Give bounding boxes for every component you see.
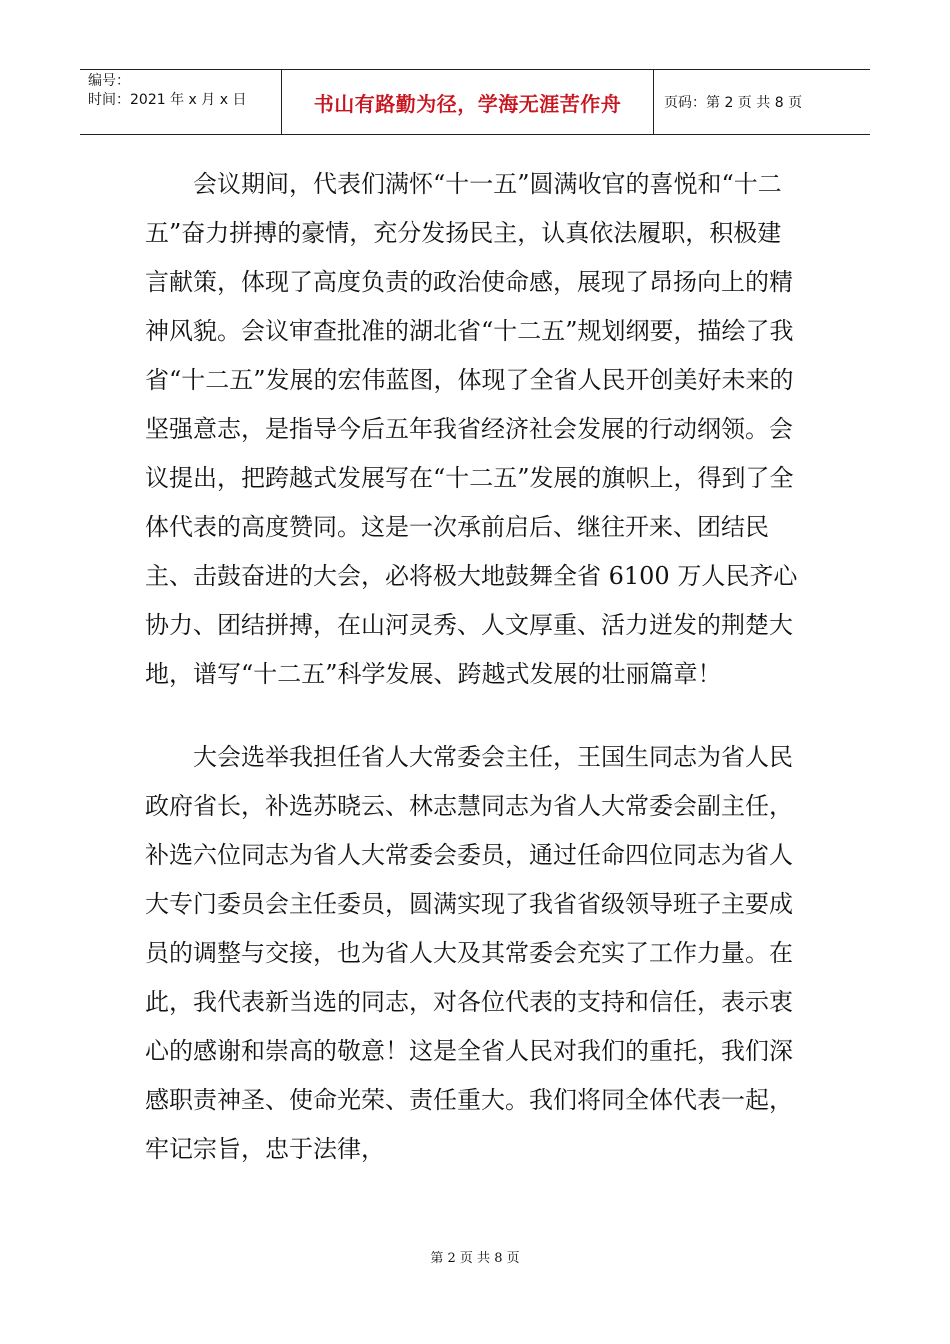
body-paragraph: 大会选举我担任省人大常委会主任，王国生同志为省人民政府省长，补选苏晓云、林志慧同志为省人大常委会副主任，补选六位同志为省人大常委会委员，通过任命四位同志为省人大专门委员会主任委员，圆满实现了我省省级领导班子主要成员的调整与交接，也为省人大及其常委会充实了工作力量。在此，我代表新当选的同志，对各位代表的支持和信任，表示衷心的感谢和崇高的敬意！这是全省人民对我们的重托，我们深感职责神圣、使命光荣、责任重大。我们将同全体代表一起，牢记宗旨，忠于法律，	[145, 743, 793, 1163]
document-body	[145, 160, 805, 1174]
header-motto: 书山有路勤为径，学海无涯苦作舟	[282, 70, 654, 134]
document-date-label: 时间：2021 年 x 月 x 日	[88, 92, 247, 108]
page-header	[80, 69, 870, 135]
document-number-label: 编号：	[88, 73, 130, 89]
page-footer: 第 2 页 共 8 页	[430, 1251, 520, 1266]
header-meta	[80, 70, 282, 134]
body-paragraph: 会议期间，代表们满怀“十一五”圆满收官的喜悦和“十二五”奋力拼搏的豪情，充分发扬民主，认真依法履职，积极建言献策，体现了高度负责的政治使命感，展现了昂扬向上的精神风貌。会议审查批准的湖北省“十二五”规划纲要，描绘了我省“十二五”发展的宏伟蓝图，体现了全省人民开创美好未来的坚强意志，是指导今后五年我省经济社会发展的行动纲领。会议提出，把跨越式发展写在“十二五”发展的旗帜上，得到了全体代表的高度赞同。这是一次承前启后、继往开来、团结民主、击鼓奋进的大会，必将极大地鼓舞全省 6100 万人民齐心协力、团结拼搏，在山河灵秀、人文厚重、活力迸发的荆楚大地，谱写“十二五”科学发展、跨越式发展的壮丽篇章！	[145, 170, 798, 688]
header-page-info: 页码：第 2 页 共 8 页	[664, 95, 803, 111]
